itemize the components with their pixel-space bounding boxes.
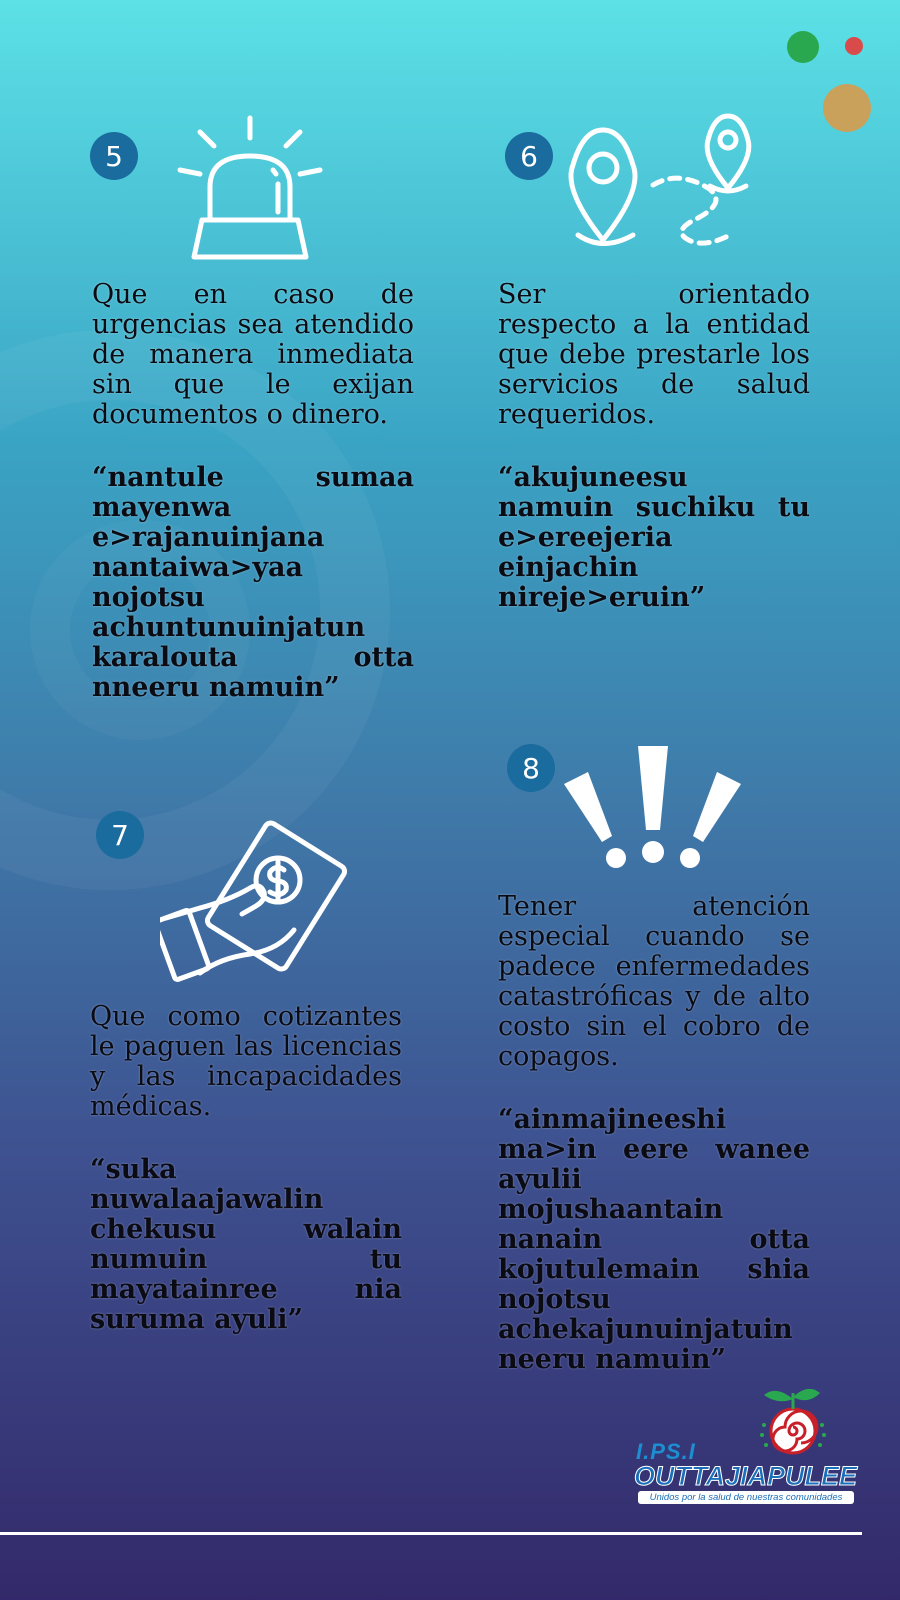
item-8-wayuu: “ainmajineeshi ma>in eere wanee ayulii mojushaantain nanain otta kojutulemain shia nojotsu achekajunuinjatuin neeru namuin” xyxy=(498,1104,810,1375)
ips-logo xyxy=(632,1385,862,1515)
item-5-wayuu: “nantule sumaa mayenwa e>rajanuinjana nantaiwa>yaa nojotsu achuntunuinjatun karalouta otta nneeru namuin” xyxy=(92,462,414,703)
decor-dot-gold xyxy=(823,84,871,132)
item-6-number-badge: 6 xyxy=(505,132,553,180)
decor-dot-green xyxy=(787,31,819,63)
item-8-text xyxy=(498,892,810,1408)
item-7-text xyxy=(90,1002,402,1368)
siren-icon xyxy=(170,112,330,262)
route-pins-icon xyxy=(568,110,778,260)
logo-ips-text: I.PS.I xyxy=(636,1439,696,1464)
item-8-spanish: Tener atención especial cuando se padece enfermedades catastróficas y de alto costo sin el cobro de copagos. xyxy=(498,891,810,1072)
item-5-spanish: Que en caso de urgencias sea atendido de manera inmediata sin que le exijan documentos o dinero. xyxy=(92,279,414,430)
logo-spiral-plant-icon xyxy=(750,1385,836,1455)
decor-dot-red xyxy=(845,37,863,55)
logo-name-text: OUTTAJIAPULEE xyxy=(634,1461,858,1491)
hand-money-icon xyxy=(160,818,350,988)
item-7-number-badge: 7 xyxy=(96,811,144,859)
item-6-spanish: Ser orientado respecto a la entidad que debe prestarle los servicios de salud requeridos. xyxy=(498,279,810,430)
logo-tagline: Unidos por la salud de nuestras comunidades xyxy=(638,1491,854,1504)
item-5-text xyxy=(92,280,414,736)
item-6-text xyxy=(498,280,810,646)
exclamation-icon xyxy=(560,742,745,872)
item-6-wayuu: “akujuneesu namuin suchiku tu e>ereejeria einjachin nireje>eruin” xyxy=(498,462,810,613)
item-7-wayuu: “suka nuwalaajawalin chekusu walain numuin tu mayatainree nia suruma ayuli” xyxy=(90,1154,402,1335)
item-5-number-badge: 5 xyxy=(90,132,138,180)
item-8-number-badge: 8 xyxy=(507,744,555,792)
item-7-spanish: Que como cotizantes le paguen las licencias y las incapacidades médicas. xyxy=(90,1001,402,1122)
bottom-divider xyxy=(0,1532,862,1535)
